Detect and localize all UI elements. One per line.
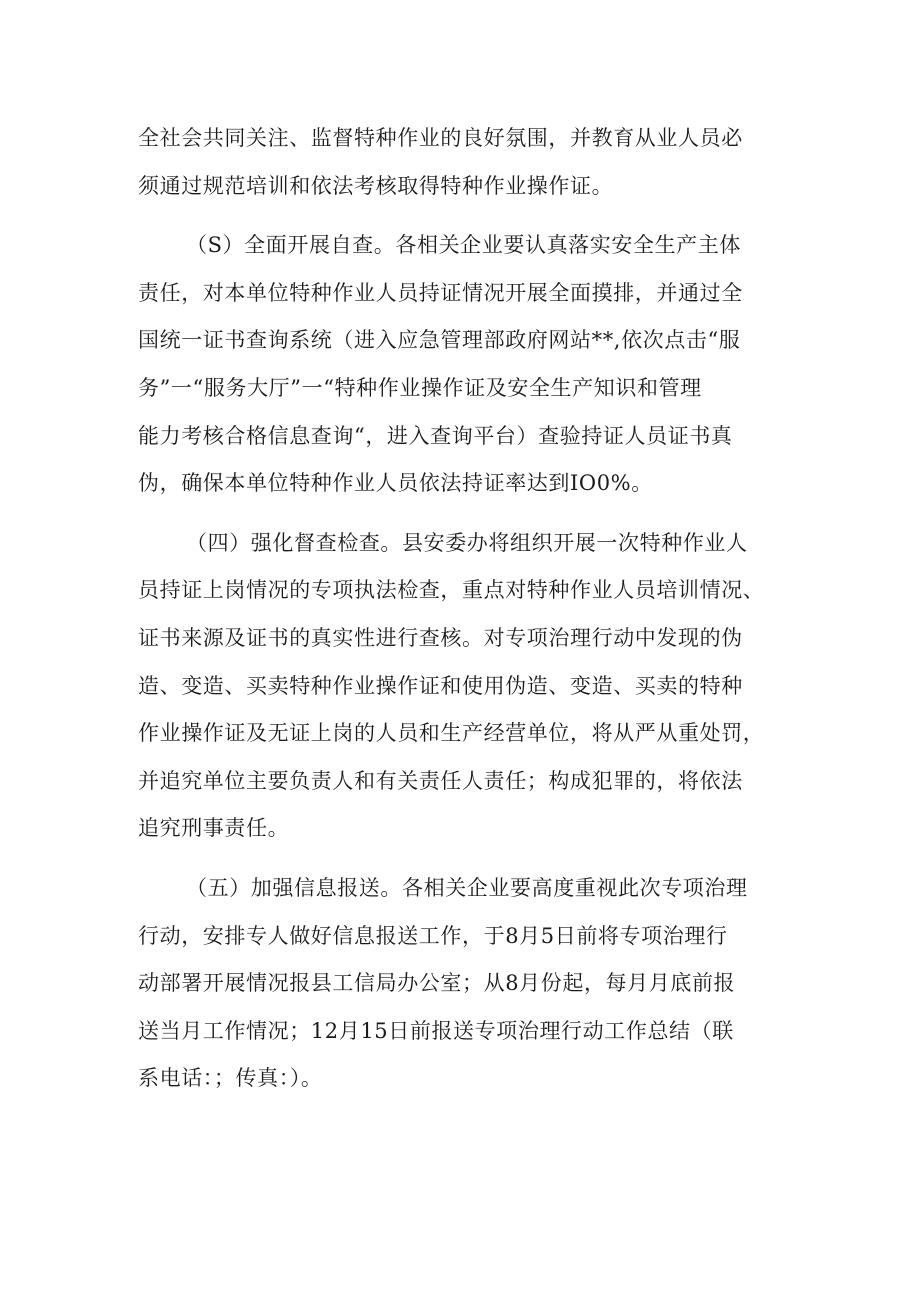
text-line: （四）强化督查检查。县安委办将组织开展一次特种作业人	[186, 530, 748, 555]
text-line: 责任，对本单位特种作业人员持证情况开展全面摸排，并通过全	[138, 280, 743, 305]
text-line: 伪，确保本单位特种作业人员依法持证率达到IO0%。	[138, 471, 653, 496]
text-line: 并追究单位主要负责人和有关责任人责任；构成犯罪的，将依法	[138, 768, 743, 793]
text-line: 全社会共同关注、监督特种作业的良好氛围，并教育从业人员必	[138, 126, 743, 150]
text-line: 送当月工作情况；12月15日前报送专项治理行动工作总结（联	[138, 1018, 734, 1043]
text-line: 务”一“服务大厅”一“特种作业操作证及安全生产知识和管理	[138, 375, 702, 400]
text-line: 须通过规范培训和依法考核取得特种作业操作证。	[138, 173, 614, 198]
text-line: 系电话：；传真：）。	[138, 1066, 323, 1091]
text-line: 能力考核合格信息查询“，进入查询平台）查验持证人员证书真	[138, 423, 733, 448]
text-line: 追究刑事责任。	[138, 816, 290, 841]
text-line: （S）全面开展自查。各相关企业要认真落实安全生产主体	[186, 233, 741, 258]
paragraph-self-inspection	[138, 222, 790, 508]
text-line: 行动，安排专人做好信息报送工作，于8月5日前将专项治理行	[138, 923, 728, 948]
text-line: 国统一证书查询系统（进入应急管理部政府网站**,依次点击“服	[138, 328, 741, 353]
text-line: 作业操作证及无证上岗的人员和生产经营单位，将从严从重处罚，	[138, 721, 765, 746]
text-line: 员持证上岗情况的专项执法检查，重点对特种作业人员培训情况、	[138, 578, 765, 603]
paragraph-continuation	[138, 115, 790, 210]
text-line: 造、变造、买卖特种作业操作证和使用伪造、变造、买卖的特种	[138, 673, 743, 698]
paragraph-supervision	[138, 520, 790, 853]
paragraph-reporting	[138, 865, 790, 1103]
text-line: 证书来源及证书的真实性进行查核。对专项治理行动中发现的伪	[138, 625, 743, 650]
document-body	[138, 115, 790, 1103]
text-line: （五）加强信息报送。各相关企业要高度重视此次专项治理	[186, 875, 748, 900]
text-line: 动部署开展情况报县工信局办公室；从8月份起，每月月底前报	[138, 971, 736, 996]
